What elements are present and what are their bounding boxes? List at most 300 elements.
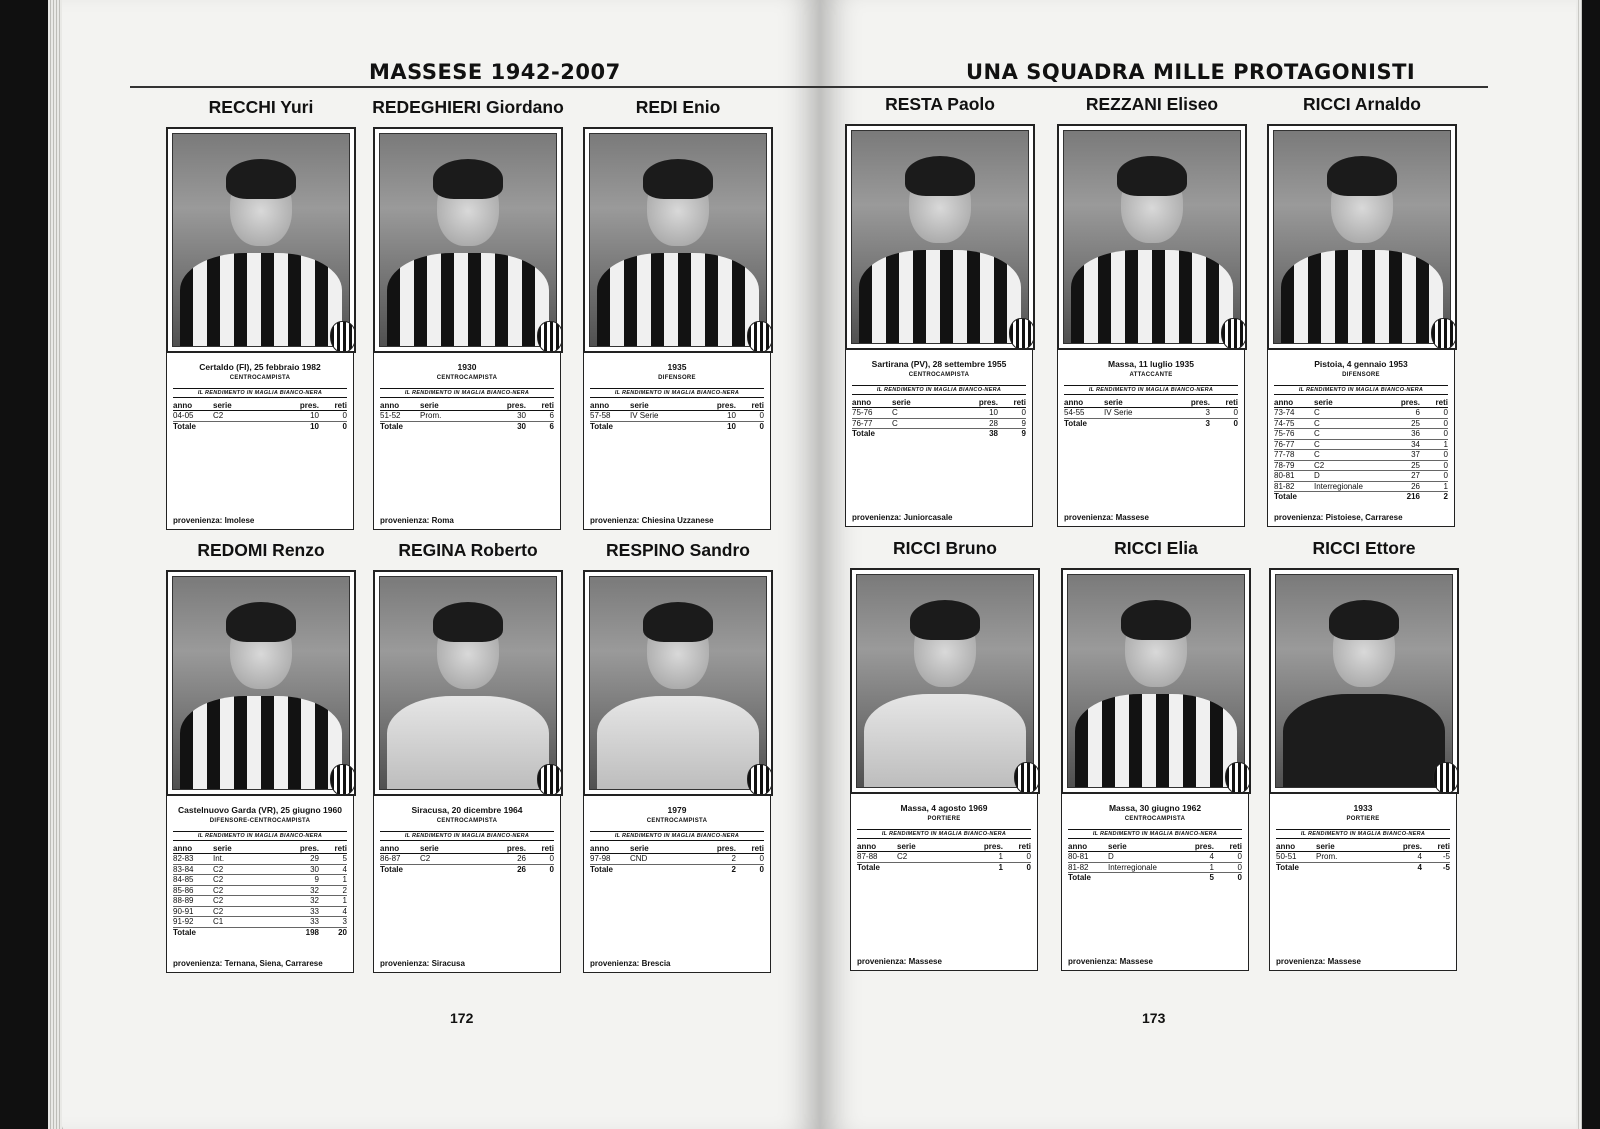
season-cell: 04-05 [173,411,213,422]
player-photo [1269,568,1459,794]
goals-cell: 0 [1420,429,1448,440]
stats-row [1068,852,1242,863]
player-info-box [166,352,354,530]
player-role: CENTROCAMPISTA [436,818,498,824]
origin-clubs [1068,957,1153,966]
season-cell: 75-76 [1274,429,1314,440]
goals-cell: 0 [1420,418,1448,429]
goals-cell: -5 [1422,852,1450,863]
col-serie: serie [420,844,486,854]
player-name: REGINA Roberto [398,540,538,560]
goals-cell: 0 [1003,852,1031,863]
stats-total-row [380,864,554,874]
col-anno: anno [1276,842,1316,852]
total-appearances: 10 [727,421,736,431]
birth-info: 1933 [1353,803,1373,813]
stats-table [590,401,764,431]
stats-header [1276,842,1450,852]
stats-title: IL RENDIMENTO IN MAGLIA BIANCO-NERA [1068,829,1242,839]
total-goals: 0 [759,864,764,874]
stats-row [173,854,347,865]
col-serie: serie [630,401,696,411]
col-anno: anno [857,842,897,852]
club-crest-icon [537,764,563,796]
col-serie: serie [420,401,486,411]
total-goals: 6 [549,421,554,431]
total-appearances: 1 [998,862,1003,872]
origin-value: Massese [908,957,942,966]
col-serie: serie [213,844,279,854]
col-pres: pres. [1170,398,1210,408]
stats-row [1276,852,1450,863]
appearances-cell: 36 [1380,429,1420,440]
player-jersey [387,696,549,789]
col-reti: reti [526,844,554,854]
club-crest-icon [1221,318,1247,350]
appearances-cell: 34 [1380,439,1420,450]
appearances-cell: 10 [958,408,998,419]
player-photo [166,570,356,796]
league-cell: C2 [213,411,279,422]
col-reti: reti [1422,842,1450,852]
goals-cell: 4 [319,906,347,917]
stats-row [852,408,1026,419]
player-role: CENTROCAMPISTA [908,372,970,378]
appearances-cell: 10 [279,411,319,422]
player-jersey [180,696,342,789]
origin-label: provenienza: [173,959,223,968]
stats-row [590,854,764,865]
player-info-box [1269,793,1457,971]
player-hair [226,602,296,642]
league-cell: C [1314,408,1380,419]
col-pres: pres. [696,844,736,854]
running-title-right: UNA SQUADRA MILLE PROTAGONISTI [966,60,1416,84]
stats-header [380,401,554,411]
season-cell: 86-87 [380,854,420,865]
total-label: Totale [173,421,196,431]
club-crest-icon [330,321,356,353]
goals-cell: 6 [526,411,554,422]
stats-row [380,411,554,422]
stats-row [1274,450,1448,461]
club-crest-icon [537,321,563,353]
player-info-box [373,795,561,973]
total-goals: -5 [1442,862,1450,872]
player-name: RICCI Ettore [1312,538,1416,558]
origin-label: provenienza: [852,513,902,522]
player-info-box [166,795,354,973]
goals-cell: 0 [736,411,764,422]
appearances-cell: 9 [279,875,319,886]
player-info-box [845,349,1033,527]
total-goals: 20 [338,927,347,937]
appearances-cell: 30 [486,411,526,422]
col-anno: anno [590,844,630,854]
player-photo [845,124,1035,350]
total-appearances: 2 [731,864,736,874]
player-photo [583,570,773,796]
player-photo [373,127,563,353]
origin-clubs [1064,513,1149,522]
goals-cell: 0 [1214,862,1242,873]
stats-row [1068,862,1242,873]
col-reti: reti [998,398,1026,408]
goals-cell: 3 [319,917,347,928]
appearances-cell: 26 [1380,481,1420,492]
col-anno: anno [380,844,420,854]
season-cell: 83-84 [173,864,213,875]
stats-title: IL RENDIMENTO IN MAGLIA BIANCO-NERA [173,831,347,841]
stats-table [380,401,554,431]
stats-table [1276,842,1450,872]
origin-value: Pistoiese, Carrarese [1325,513,1403,522]
total-appearances: 10 [310,421,319,431]
stats-row [1274,439,1448,450]
player-photo [373,570,563,796]
origin-label: provenienza: [380,959,430,968]
player-hair [1329,600,1399,640]
league-cell: C1 [213,917,279,928]
player-role: ATTACCANTE [1129,372,1173,378]
appearances-cell: 32 [279,885,319,896]
origin-clubs [173,516,254,525]
season-cell: 73-74 [1274,408,1314,419]
club-crest-icon [330,764,356,796]
club-crest-icon [1433,762,1459,794]
total-label: Totale [1068,873,1091,882]
appearances-cell: 1 [1174,862,1214,873]
birth-info: Castelnuovo Garda (VR), 25 giugno 1960 [178,805,342,815]
player-name: RESPINO Sandro [606,540,750,560]
col-reti: reti [1210,398,1238,408]
stats-title: IL RENDIMENTO IN MAGLIA BIANCO-NERA [1064,385,1238,395]
goals-cell: 0 [736,854,764,865]
appearances-cell: 33 [279,906,319,917]
total-goals: 2 [1443,492,1448,501]
total-label: Totale [590,421,613,431]
birth-info: Siracusa, 20 dicembre 1964 [411,805,523,815]
col-pres: pres. [963,842,1003,852]
origin-value: Roma [431,516,454,525]
total-appearances: 26 [517,864,526,874]
stats-total-row [1068,873,1242,883]
col-serie: serie [1316,842,1382,852]
goals-cell: 0 [1420,408,1448,419]
stats-row [173,906,347,917]
stats-row [1274,471,1448,482]
total-goals: 0 [549,864,554,874]
season-cell: 76-77 [1274,439,1314,450]
league-cell: D [1314,471,1380,482]
season-cell: 78-79 [1274,460,1314,471]
player-hair [1327,156,1397,196]
season-cell: 80-81 [1068,852,1108,863]
league-cell: C2 [213,906,279,917]
stats-total-row [1276,862,1450,872]
col-anno: anno [852,398,892,408]
appearances-cell: 2 [696,854,736,865]
season-cell: 81-82 [1068,862,1108,873]
league-cell: C2 [1314,460,1380,471]
origin-label: provenienza: [173,516,223,525]
appearances-cell: 33 [279,917,319,928]
origin-label: provenienza: [857,957,907,966]
season-cell: 85-86 [173,885,213,896]
col-serie: serie [1108,842,1174,852]
league-cell: Interregionale [1314,481,1380,492]
player-name: REDEGHIERI Giordano [372,97,564,117]
total-goals: 0 [759,421,764,431]
stats-total-row [380,421,554,431]
col-pres: pres. [1174,842,1214,852]
stats-row [1064,408,1238,419]
league-cell: C2 [213,896,279,907]
origin-clubs [380,959,465,968]
goals-cell: 0 [1420,460,1448,471]
stats-title: IL RENDIMENTO IN MAGLIA BIANCO-NERA [173,388,347,398]
goals-cell: 0 [1420,450,1448,461]
player-jersey [180,253,342,346]
total-appearances: 38 [989,429,998,438]
origin-clubs [590,959,671,968]
origin-value: Brescia [641,959,671,968]
player-photo [1267,124,1457,350]
origin-label: provenienza: [1064,513,1114,522]
stats-row [173,917,347,928]
player-jersey [1075,694,1237,787]
stats-total-row [1274,492,1448,502]
season-cell: 77-78 [1274,450,1314,461]
season-cell: 90-91 [173,906,213,917]
stats-header [173,401,347,411]
appearances-cell: 26 [486,854,526,865]
col-anno: anno [590,401,630,411]
col-serie: serie [213,401,279,411]
player-info-box [1057,349,1245,527]
player-name: RICCI Elia [1114,538,1198,558]
stats-row [852,418,1026,429]
stats-title: IL RENDIMENTO IN MAGLIA BIANCO-NERA [1276,829,1450,839]
birth-info: Massa, 30 giugno 1962 [1108,803,1202,813]
season-cell: 51-52 [380,411,420,422]
club-crest-icon [1225,762,1251,794]
league-cell: C2 [897,852,963,863]
origin-clubs [1274,513,1403,522]
appearances-cell: 27 [1380,471,1420,482]
season-cell: 54-55 [1064,408,1104,419]
season-cell: 75-76 [852,408,892,419]
total-appearances: 4 [1417,862,1422,872]
birth-info: Massa, 4 agosto 1969 [900,803,988,813]
stats-header [590,401,764,411]
stats-header [1068,842,1242,852]
col-pres: pres. [696,401,736,411]
col-anno: anno [173,401,213,411]
origin-label: provenienza: [1276,957,1326,966]
player-role: CENTROCAMPISTA [646,818,708,824]
origin-value: Massese [1119,957,1153,966]
col-reti: reti [1214,842,1242,852]
col-anno: anno [1064,398,1104,408]
goals-cell: 1 [319,896,347,907]
col-reti: reti [319,401,347,411]
player-jersey [859,250,1021,343]
player-name: REDI Enio [635,97,721,117]
player-name: RESTA Paolo [885,94,995,114]
season-cell: 74-75 [1274,418,1314,429]
total-appearances: 5 [1209,873,1214,882]
player-info-box [583,352,771,530]
stats-total-row [852,429,1026,439]
league-cell: Prom. [1316,852,1382,863]
player-hair [433,602,503,642]
league-cell: C [1314,450,1380,461]
total-label: Totale [1274,492,1297,501]
player-info-box [373,352,561,530]
player-name: REZZANI Eliseo [1085,94,1219,114]
stats-table [852,398,1026,439]
goals-cell: 1 [319,875,347,886]
stats-row [1274,408,1448,419]
league-cell: D [1108,852,1174,863]
birth-info: Pistoia, 4 gennaio 1953 [1314,359,1408,369]
league-cell: C [1314,418,1380,429]
header-rule-left [130,86,820,88]
stats-title: IL RENDIMENTO IN MAGLIA BIANCO-NERA [857,829,1031,839]
total-label: Totale [380,864,403,874]
birth-info: Certaldo (FI), 25 febbraio 1982 [199,362,321,372]
origin-label: provenienza: [1274,513,1324,522]
player-hair [643,602,713,642]
appearances-cell: 28 [958,418,998,429]
stats-total-row [173,421,347,431]
player-name: RICCI Bruno [892,538,998,558]
origin-clubs [1276,957,1361,966]
player-photo [1061,568,1251,794]
league-cell: C [892,418,958,429]
stats-header [173,844,347,854]
player-hair [226,159,296,199]
club-crest-icon [1009,318,1035,350]
origin-value: Imolese [224,516,255,525]
col-reti: reti [319,844,347,854]
stats-table [173,401,347,431]
league-cell: C2 [213,885,279,896]
total-appearances: 3 [1205,418,1210,428]
stats-table [857,842,1031,872]
appearances-cell: 4 [1382,852,1422,863]
origin-label: provenienza: [380,516,430,525]
origin-value: Siracusa [431,959,465,968]
league-cell: C [1314,429,1380,440]
origin-clubs [173,959,323,968]
league-cell: Int. [213,854,279,865]
stats-row [1274,429,1448,440]
player-name: RICCI Arnaldo [1303,94,1421,114]
player-role: CENTROCAMPISTA [436,375,498,381]
stats-title: IL RENDIMENTO IN MAGLIA BIANCO-NERA [380,831,554,841]
league-cell: C [1314,439,1380,450]
league-cell: Prom. [420,411,486,422]
col-reti: reti [526,401,554,411]
total-label: Totale [1064,418,1087,428]
player-photo [1057,124,1247,350]
season-cell: 88-89 [173,896,213,907]
stats-row [173,896,347,907]
origin-value: Ternana, Siena, Carrarese [224,959,323,968]
stats-total-row [590,421,764,431]
goals-cell: 2 [319,885,347,896]
goals-cell: 0 [1214,852,1242,863]
stats-row [1274,418,1448,429]
player-role: PORTIERE [1346,816,1380,822]
club-crest-icon [1431,318,1457,350]
league-cell: C2 [213,864,279,875]
player-role: DIFENSORE [1342,372,1380,378]
player-hair [1121,600,1191,640]
col-anno: anno [380,401,420,411]
stats-row [173,864,347,875]
player-info-box [1061,793,1249,971]
club-crest-icon [1014,762,1040,794]
player-role: CENTROCAMPISTA [229,375,291,381]
stats-row [173,411,347,422]
col-reti: reti [1003,842,1031,852]
goals-cell: 4 [319,864,347,875]
birth-info: 1935 [667,362,687,372]
header-rule-right [820,86,1488,88]
player-photo [166,127,356,353]
stats-total-row [590,864,764,874]
col-serie: serie [1314,398,1380,408]
appearances-cell: 6 [1380,408,1420,419]
player-role: PORTIERE [927,816,961,822]
total-label: Totale [173,927,196,937]
total-appearances: 216 [1406,492,1420,501]
total-goals: 0 [1233,418,1238,428]
season-cell: 50-51 [1276,852,1316,863]
col-serie: serie [892,398,958,408]
appearances-cell: 4 [1174,852,1214,863]
goals-cell: 0 [319,411,347,422]
player-jersey [864,694,1026,787]
goals-cell: 9 [998,418,1026,429]
stats-header [852,398,1026,408]
stats-row [857,852,1031,863]
league-cell: C [892,408,958,419]
total-label: Totale [380,421,403,431]
league-cell: IV Serie [630,411,696,422]
season-cell: 80-81 [1274,471,1314,482]
col-serie: serie [630,844,696,854]
col-reti: reti [736,401,764,411]
col-pres: pres. [1382,842,1422,852]
stats-title: IL RENDIMENTO IN MAGLIA BIANCO-NERA [380,388,554,398]
origin-clubs [590,516,714,525]
league-cell: C2 [420,854,486,865]
origin-value: Massese [1115,513,1149,522]
appearances-cell: 25 [1380,460,1420,471]
goals-cell: 0 [1420,471,1448,482]
total-goals: 0 [1237,873,1242,882]
player-jersey [1281,250,1443,343]
stats-title: IL RENDIMENTO IN MAGLIA BIANCO-NERA [590,388,764,398]
player-role: CENTROCAMPISTA [1124,816,1186,822]
total-label: Totale [1276,862,1299,872]
origin-clubs [857,957,942,966]
player-name: REDOMI Renzo [197,540,325,560]
